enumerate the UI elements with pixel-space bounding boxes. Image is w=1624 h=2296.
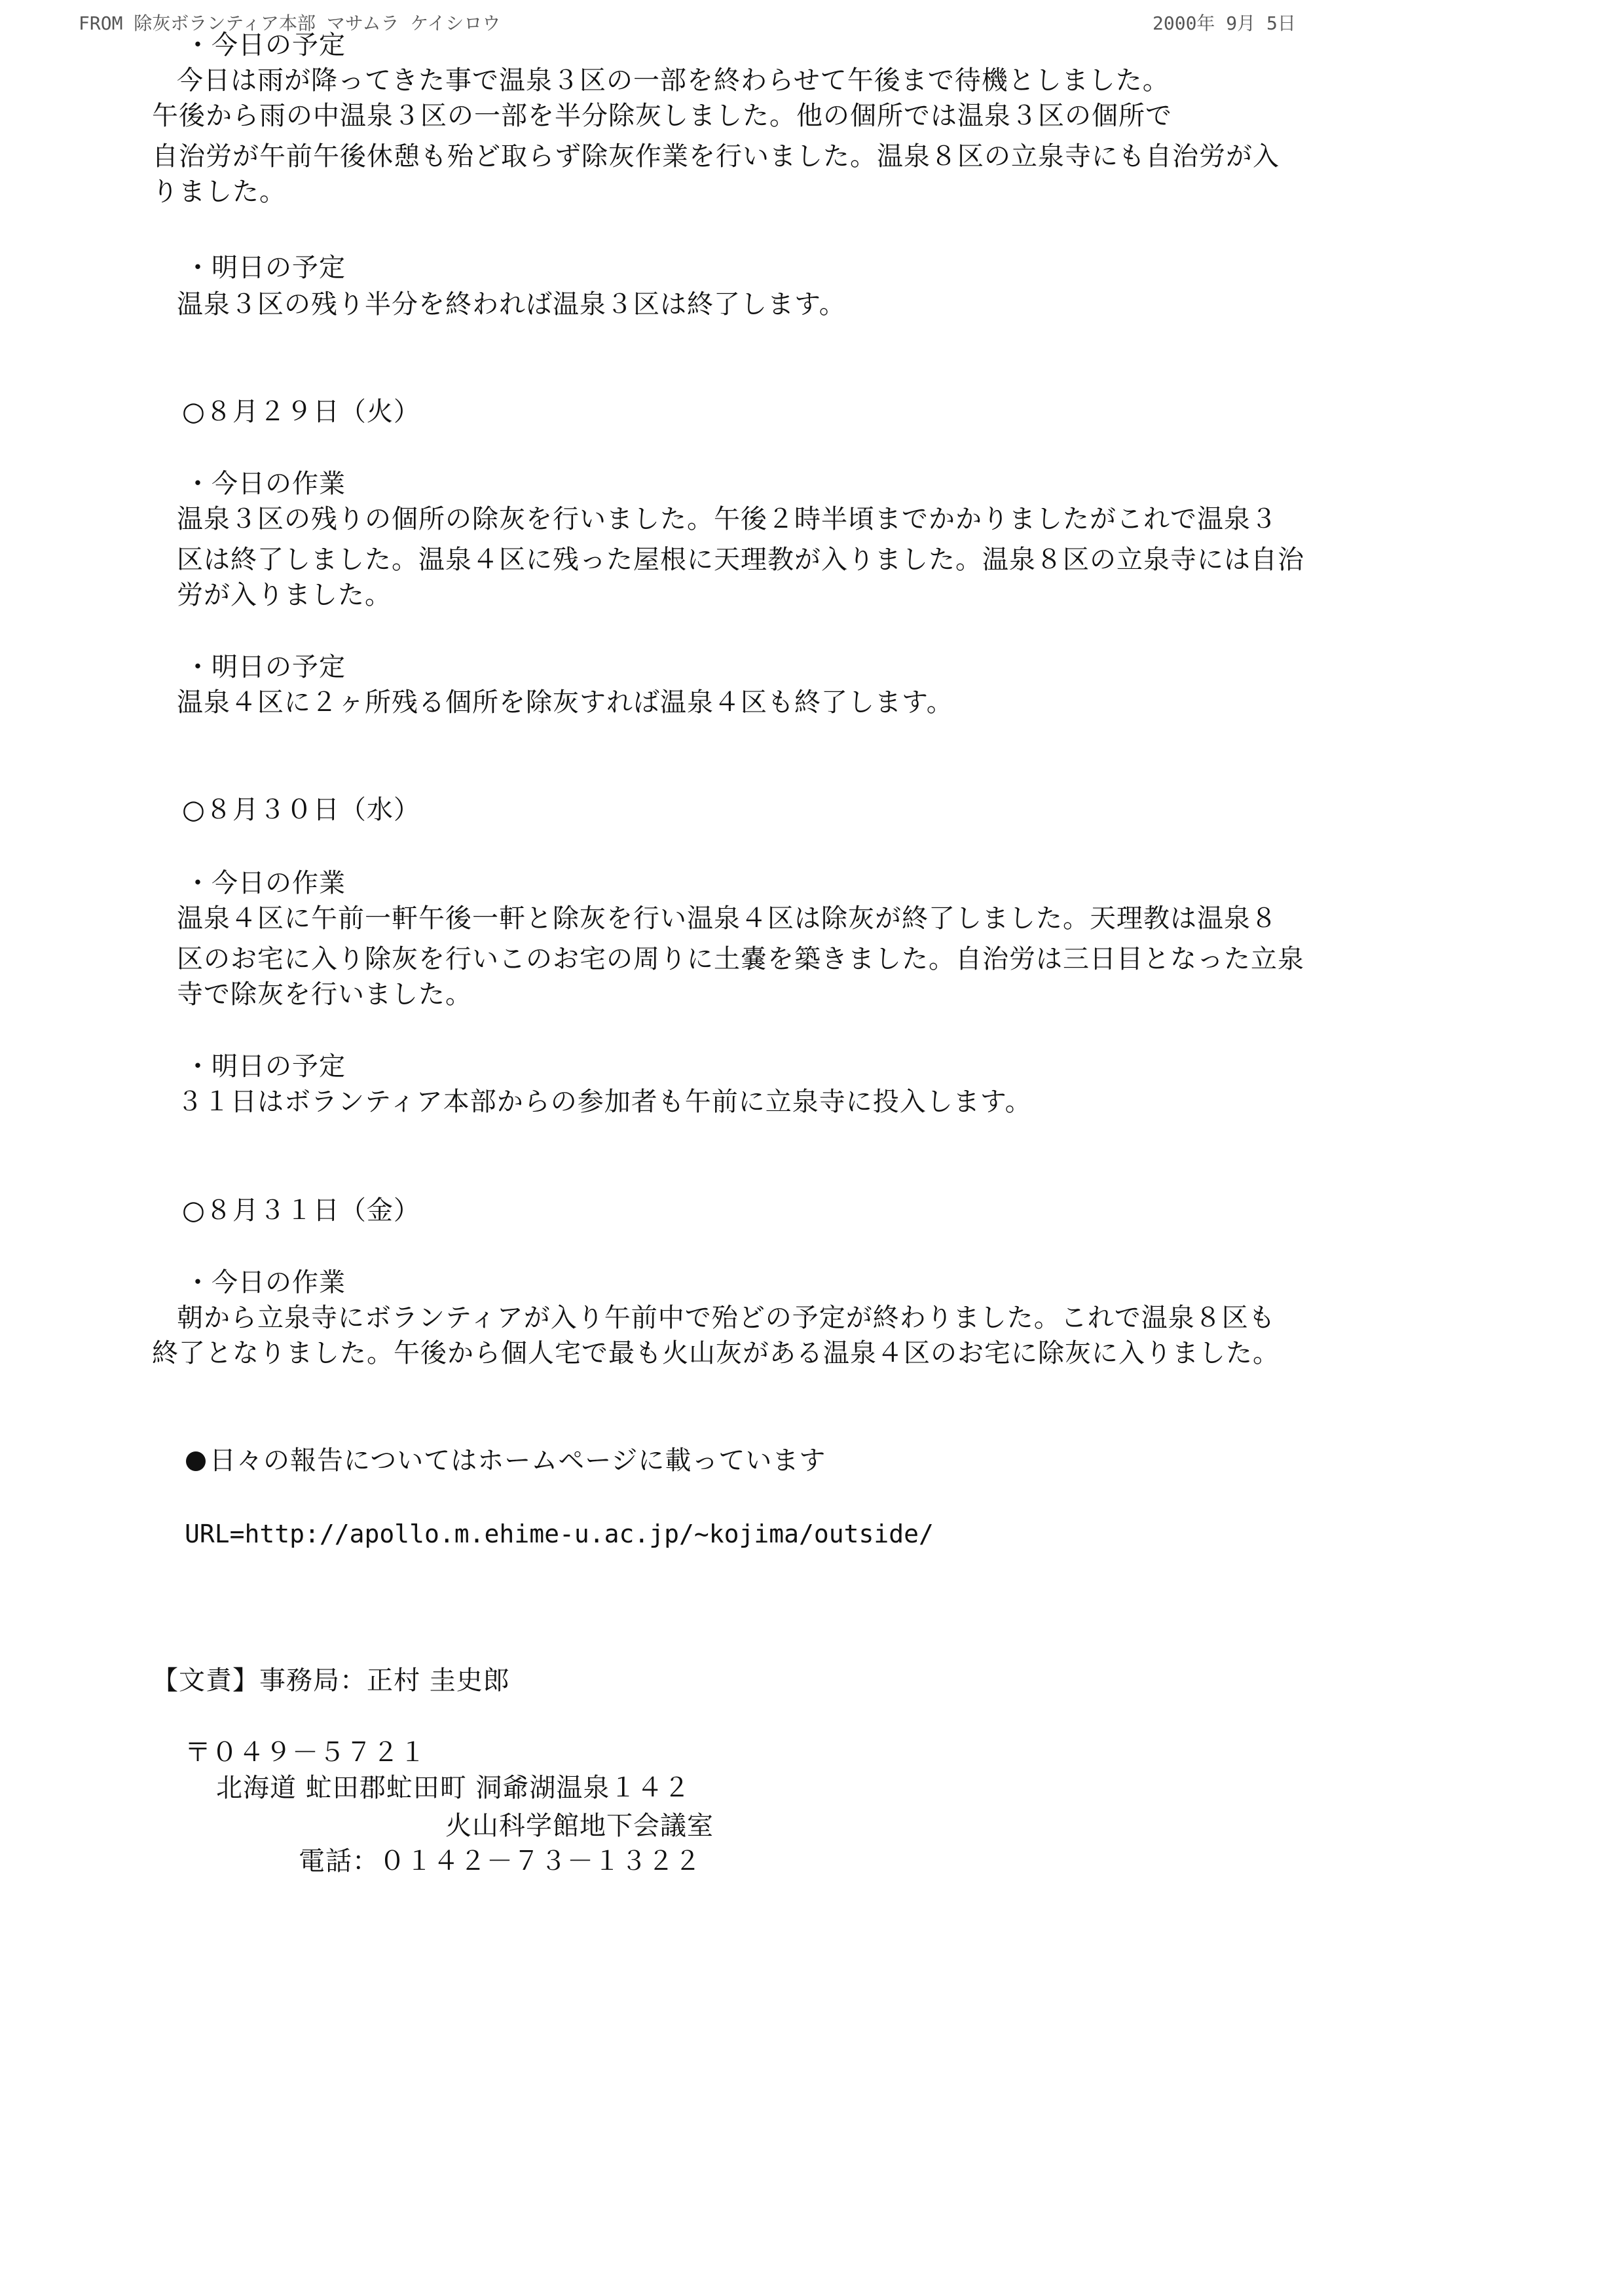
tomorrow-plan-heading: ・明日の予定 xyxy=(185,652,346,682)
address-line: 北海道 虻田郡虻田町 洞爺湖温泉１４２ xyxy=(216,1773,691,1803)
fax-header xyxy=(79,5,1414,34)
work-heading: ・今日の作業 xyxy=(185,469,346,499)
paragraph-line: 寺で除灰を行いました。 xyxy=(177,979,472,1010)
tomorrow-plan-heading: ・明日の予定 xyxy=(185,1051,346,1082)
today-plan-heading: ・今日の予定 xyxy=(185,30,346,60)
phone-number: 電話：０１４２－７３－１３２２ xyxy=(299,1846,701,1876)
paragraph-line: 朝から立泉寺にボランティアが入り午前中で殆どの予定が終わりました。これで温泉８区も xyxy=(177,1303,1276,1333)
date-heading: ○８月３０日（水） xyxy=(182,795,420,825)
paragraph-line: 自治労が午前午後休憩も殆ど取らず除灰作業を行いました。温泉８区の立泉寺にも自治労が入 xyxy=(152,141,1280,172)
paragraph-line: 温泉３区の残り半分を終われば温泉３区は終了します。 xyxy=(177,289,846,319)
tomorrow-plan-heading: ・明日の予定 xyxy=(185,253,346,283)
paragraph-line: 温泉４区に２ヶ所残る個所を除灰すれば温泉４区も終了します。 xyxy=(177,687,953,718)
responsibility-note: 【文責】事務局：正村 圭史郎 xyxy=(152,1666,510,1696)
paragraph-line: 労が入りました。 xyxy=(177,580,392,610)
fax-sender: FROM 除灰ボランティア本部 マサムラ ケイシロウ xyxy=(79,12,501,34)
homepage-note-text: 日々の報告についてはホームページに載っています xyxy=(210,1446,826,1476)
address-building: 火山科学館地下会議室 xyxy=(445,1811,714,1841)
work-heading: ・今日の作業 xyxy=(185,1267,346,1298)
date-heading: ○８月２９日（火） xyxy=(182,397,420,427)
paragraph-line: 温泉４区に午前一軒午後一軒と除灰を行い温泉４区は除灰が終了しました。天理教は温泉８ xyxy=(177,903,1278,934)
paragraph-line: 温泉３区の残りの個所の除灰を行いました。午後２時半頃までかかりましたがこれで温泉３ xyxy=(177,504,1278,534)
paragraph-line: 今日は雨が降ってきた事で温泉３区の一部を終わらせて午後まで待機としました。 xyxy=(177,65,1170,96)
paragraph-line: ３１日はボランティア本部からの参加者も午前に立泉寺に投入します。 xyxy=(177,1087,1032,1117)
paragraph-line: 終了となりました。午後から個人宅で最も火山灰がある温泉４区のお宅に除灰に入りました。 xyxy=(152,1338,1280,1368)
paragraph-line: 区は終了しました。温泉４区に残った屋根に天理教が入りました。温泉８区の立泉寺には自治 xyxy=(177,545,1304,575)
homepage-url: URL=http://apollo.m.ehime-u.ac.jp/~kojima/outside/ xyxy=(185,1520,934,1548)
bullet-dot-icon xyxy=(186,1451,206,1471)
paragraph-line: 午後から雨の中温泉３区の一部を半分除灰しました。他の個所では温泉３区の個所で xyxy=(152,101,1172,131)
date-heading: ○８月３１日（金） xyxy=(182,1195,420,1226)
postal-code: 〒０４９－５７２１ xyxy=(185,1738,426,1768)
paragraph-line: りました。 xyxy=(152,177,286,207)
fax-date: 2000年 9月 5日 xyxy=(1153,12,1296,34)
homepage-note xyxy=(186,1444,826,1477)
paragraph-line: 区のお宅に入り除灰を行いこのお宅の周りに土嚢を築きました。自治労は三日目となった立泉 xyxy=(177,944,1304,974)
work-heading: ・今日の作業 xyxy=(185,868,346,898)
